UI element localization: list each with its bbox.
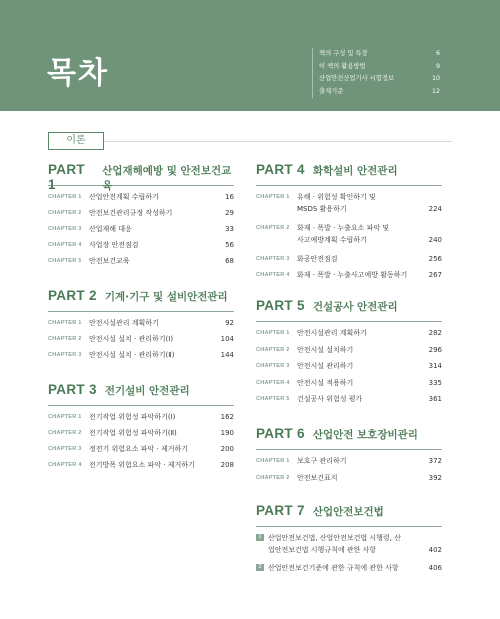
chapter-page: 16	[225, 193, 234, 201]
chapter-number: CHAPTER 2	[256, 346, 290, 353]
chapter-number: CHAPTER 2	[48, 430, 82, 436]
chapter-page: 224	[428, 205, 442, 213]
header-band	[0, 0, 500, 111]
chapter-page: 361	[428, 395, 442, 403]
part-number: PART 1	[48, 162, 85, 192]
chapter-page: 29	[225, 209, 234, 217]
front-matter-title: 책의 구성 및 특장	[319, 50, 368, 57]
chapter-page: 240	[428, 236, 442, 244]
page-title: 목차	[47, 56, 109, 91]
part-name: 화학설비 안전관리	[312, 165, 398, 177]
chapter-title: 안전보건관리규정 작성하기	[89, 209, 173, 217]
chapter-number: CHAPTER 3	[48, 446, 82, 452]
chapter-entry[interactable]	[48, 333, 234, 349]
law-entry[interactable]	[256, 532, 442, 562]
part-7	[256, 503, 442, 578]
chapter-title: 산업안전계획 수립하기	[89, 193, 159, 201]
part-2	[48, 288, 234, 365]
item-marker: 2	[256, 564, 264, 571]
chapter-entry[interactable]	[48, 427, 234, 443]
part-number: PART 3	[48, 382, 97, 397]
chapter-number: CHAPTER 4	[256, 272, 290, 278]
part-heading[interactable]	[48, 288, 234, 308]
chapter-entry[interactable]	[48, 443, 234, 459]
chapter-page: 104	[220, 335, 234, 343]
part-divider	[48, 311, 234, 312]
part-heading[interactable]	[256, 503, 442, 523]
part-number: PART 2	[48, 288, 97, 303]
chapter-title: 산업재해 대응	[89, 225, 132, 233]
front-matter-page: 12	[431, 87, 440, 95]
chapter-entry[interactable]	[48, 239, 234, 255]
chapter-title: 안전시설 설치 · 관리하기(Ⅰ)	[89, 335, 174, 343]
chapter-page: 162	[220, 413, 234, 421]
chapter-number: CHAPTER 2	[256, 225, 290, 231]
front-matter-list	[312, 48, 440, 98]
law-title: 산업안전보건기준에 관한 규칙에 관한 사항	[268, 564, 399, 572]
chapter-entry[interactable]	[256, 360, 442, 377]
chapter-number: CHAPTER 3	[256, 256, 290, 262]
chapter-title: 전기방폭 위험요소 파악 · 제거하기	[89, 461, 195, 469]
chapter-number: CHAPTER 2	[48, 336, 82, 342]
chapter-entry[interactable]	[256, 253, 442, 269]
chapter-title: 보호구 관리하기	[297, 457, 347, 465]
chapter-entry[interactable]	[256, 344, 442, 361]
law-entry[interactable]	[256, 562, 442, 578]
chapter-title: 안전시설 설치하기	[297, 345, 354, 354]
part-heading[interactable]	[48, 382, 234, 402]
chapter-number: CHAPTER 5	[256, 396, 290, 402]
part-3	[48, 382, 234, 475]
chapter-number: CHAPTER 3	[48, 352, 82, 358]
chapter-page: 144	[220, 351, 234, 359]
chapter-title: 사업장 안전점검	[89, 241, 139, 249]
chapter-entry[interactable]	[256, 393, 442, 410]
chapter-number: CHAPTER 3	[48, 226, 82, 232]
part-heading[interactable]	[256, 162, 442, 182]
chapter-entry[interactable]	[48, 317, 234, 333]
part-name: 산업안전보건법	[312, 506, 384, 518]
chapter-entry[interactable]	[256, 269, 442, 285]
chapter-title: 전기작업 위험성 파악하기(Ⅱ)	[89, 429, 177, 437]
part-name: 산업재해예방 및 안전보건교육	[102, 165, 232, 192]
part-1	[48, 162, 234, 271]
part-name: 산업안전 보호장비관리	[312, 429, 418, 441]
part-divider	[48, 405, 234, 406]
chapter-page: 314	[428, 362, 442, 370]
chapter-entry[interactable]	[256, 455, 442, 472]
part-heading[interactable]	[256, 426, 442, 446]
chapter-entry[interactable]	[48, 207, 234, 223]
chapter-number: CHAPTER 4	[48, 242, 82, 248]
chapter-page: 33	[225, 225, 234, 233]
chapter-number: CHAPTER 1	[256, 458, 290, 464]
part-name: 기계·기구 및 설비안전관리	[104, 291, 228, 303]
front-matter-title: 이 책의 활용방법	[319, 62, 366, 70]
section-label: 이론	[48, 132, 104, 150]
chapter-title: 안전시설관리 계획하기	[297, 329, 367, 337]
part-6	[256, 426, 442, 488]
law-page: 406	[428, 564, 442, 572]
law-page: 402	[428, 546, 442, 554]
chapter-entry[interactable]	[48, 411, 234, 427]
chapter-title: 안전보건교육	[89, 257, 130, 265]
chapter-title: 안전시설 설치 · 관리하기(Ⅱ)	[89, 351, 175, 359]
chapter-number: CHAPTER 1	[48, 194, 82, 200]
chapter-title: 유해 · 위험성 확인하기 및 MSDS 활용하기	[297, 193, 376, 213]
chapter-title: 안전시설 적용하기	[297, 378, 354, 387]
front-matter-title: 산업안전산업기사 시험정보	[319, 75, 394, 82]
chapter-page: 56	[225, 241, 234, 249]
law-title: 산업안전보건법, 산업안전보건법 시행령, 산업안전보건법 시행규칙에 관한 사항	[268, 534, 401, 554]
chapter-page: 296	[428, 345, 442, 354]
chapter-entry[interactable]	[256, 327, 442, 344]
chapter-number: CHAPTER 1	[48, 414, 82, 420]
chapter-title: 건설공사 위험성 평가	[297, 395, 363, 403]
front-matter-page: 9	[435, 62, 440, 70]
chapter-title: 화공안전점검	[297, 255, 338, 263]
section-divider	[104, 141, 452, 142]
part-divider	[256, 526, 442, 527]
front-matter-title: 출제기준	[319, 87, 344, 95]
chapter-entry[interactable]	[256, 191, 442, 222]
front-matter-item[interactable]	[319, 48, 440, 61]
chapter-number: CHAPTER 5	[48, 258, 82, 264]
chapter-entry[interactable]	[256, 472, 442, 489]
front-matter-item[interactable]	[319, 61, 440, 74]
part-heading[interactable]	[48, 162, 234, 192]
chapter-title: 정전기 위험요소 파악 · 제거하기	[89, 445, 189, 453]
chapter-title: 안전보건표지	[297, 473, 338, 482]
chapter-entry[interactable]	[48, 223, 234, 239]
front-matter-page: 6	[435, 50, 440, 57]
chapter-entry[interactable]	[48, 191, 234, 207]
chapter-page: 92	[225, 319, 234, 327]
chapter-page: 200	[220, 445, 234, 453]
part-number: PART 6	[256, 426, 305, 441]
part-5	[256, 298, 442, 410]
part-number: PART 7	[256, 503, 305, 518]
chapter-page: 256	[428, 255, 442, 263]
chapter-page: 372	[428, 457, 442, 465]
chapter-page: 267	[428, 271, 442, 279]
chapter-title: 안전시설관리 계획하기	[89, 319, 159, 327]
item-marker: 1	[256, 534, 264, 541]
chapter-number: CHAPTER 1	[48, 320, 82, 326]
chapter-number: CHAPTER 1	[256, 194, 290, 200]
front-matter-item[interactable]	[319, 86, 440, 99]
chapter-title: 전기작업 위험성 파악하기(Ⅰ)	[89, 413, 176, 421]
chapter-title: 화재 · 폭발 · 누출사고예방 활동하기	[297, 271, 408, 279]
chapter-entry[interactable]	[48, 255, 234, 271]
part-number: PART 4	[256, 162, 305, 177]
chapter-title: 안전시설 관리하기	[297, 362, 354, 370]
part-4	[256, 162, 442, 285]
part-divider	[256, 449, 442, 450]
chapter-number: CHAPTER 3	[256, 363, 290, 369]
chapter-page: 190	[220, 429, 234, 437]
chapter-number: CHAPTER 1	[256, 330, 290, 336]
front-matter-item[interactable]	[319, 73, 440, 86]
chapter-number: CHAPTER 2	[48, 210, 82, 216]
part-name: 건설공사 안전관리	[312, 301, 398, 313]
part-divider	[256, 185, 442, 186]
chapter-page: 335	[428, 378, 442, 387]
chapter-entry[interactable]	[48, 459, 234, 475]
chapter-page: 392	[428, 473, 442, 482]
part-heading[interactable]	[256, 298, 442, 318]
part-name: 전기설비 안전관리	[104, 385, 190, 397]
chapter-number: CHAPTER 4	[256, 379, 290, 386]
chapter-entry[interactable]	[256, 222, 442, 253]
chapter-number: CHAPTER 2	[256, 474, 290, 481]
front-matter-page: 10	[431, 75, 440, 82]
chapter-page: 208	[220, 461, 234, 469]
part-divider	[256, 321, 442, 322]
part-number: PART 5	[256, 298, 305, 313]
chapter-entry[interactable]	[48, 349, 234, 365]
chapter-page: 282	[428, 329, 442, 337]
chapter-entry[interactable]	[256, 377, 442, 394]
chapter-page: 68	[225, 257, 234, 265]
chapter-number: CHAPTER 4	[48, 462, 82, 468]
chapter-title: 화재 · 폭발 · 누출요소 파악 및 사고예방계획 수립하기	[297, 224, 390, 244]
